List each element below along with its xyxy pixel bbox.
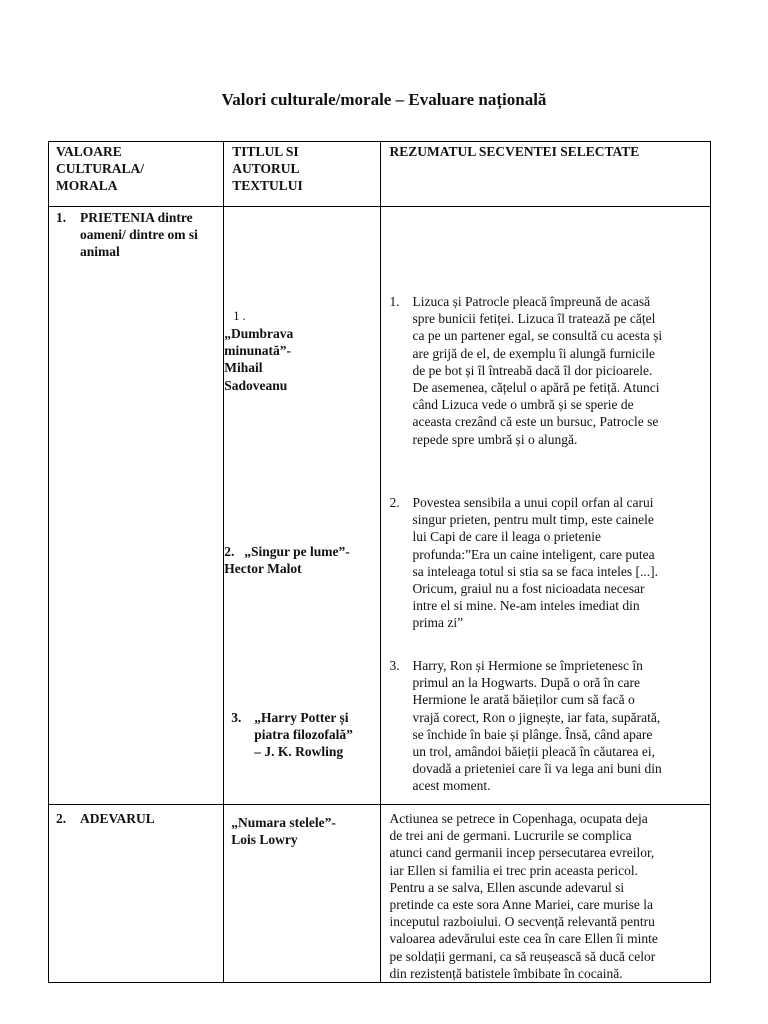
work-line: piatra filozofală”: [254, 727, 353, 743]
table-row: [49, 805, 711, 983]
summary-line: Actiunea se petrece in Copenhaga, ocupata deja: [389, 811, 648, 826]
summary-line: repede spre umbră și o alungă.: [412, 431, 578, 447]
value-number: 1.: [56, 210, 67, 225]
summary-line: lui Capi de care il leaga o prietenie: [412, 529, 602, 545]
summary-line: vrajă corect, Ron o jignește, iar fata, supărată,: [412, 709, 661, 725]
summary-line: De asemenea, cățelul o apără pe fetiță. Atunci: [412, 380, 660, 396]
summary-line: Hermione le arată băieților cum să facă o: [412, 692, 635, 708]
value-line: PRIETENIA dintre: [80, 210, 193, 225]
values-table: [48, 141, 711, 983]
summary-line: profunda:”Era un caine inteligent, care putea: [412, 546, 655, 562]
summary-line: Harry, Ron și Hermione se împrietenesc în: [412, 658, 643, 673]
value-number: 2.: [56, 811, 67, 826]
work-line: „Harry Potter și: [254, 710, 349, 725]
summary-line: acest moment.: [412, 778, 491, 794]
summary-line: pretinde ca este sora Anne Mariei, care murise la: [389, 897, 653, 913]
summary-number: 1.: [389, 294, 400, 309]
work-line: Sadoveanu: [224, 377, 288, 393]
header-cell-title: [224, 142, 381, 207]
summary-number: 2.: [389, 495, 400, 510]
value-line: ADEVARUL: [80, 811, 155, 826]
header-cell-summary: [381, 142, 711, 207]
work-line: Hector Malot: [224, 561, 302, 576]
header-cell-value: [49, 142, 224, 207]
summary-line: primul an la Hogwarts. După o oră în care: [412, 675, 641, 691]
work-line: „Numara stelele”-: [231, 815, 336, 830]
summary-line: spre bunicii fetiței. Lizuca îl tratează pe cățel: [412, 311, 656, 327]
summary-line: aceasta crezând că este un bursuc, Patrocle se: [412, 414, 659, 430]
summary-line: ca pe un partener egal, se consultă cu acesta și: [412, 328, 663, 344]
header-title-line: AUTORUL: [232, 161, 300, 177]
summary-line: un trol, amândoi băieții pleacă în căutarea ei,: [412, 744, 655, 760]
work-number: 1 .: [233, 309, 246, 323]
work-number: 2.: [224, 544, 235, 559]
summary-line: inceputul razboiului. O secvență relevantă pentru: [389, 914, 655, 930]
work-line: Lois Lowry: [231, 832, 298, 848]
summary-line: sa inteleaga totul si stia sa se faca inteles [...].: [412, 563, 659, 579]
summary-line: din rezistență batistele îmbibate în cocaină.: [389, 965, 623, 981]
works-cell: [224, 805, 381, 983]
summary-line: Povestea sensibila a unui copil orfan al carui: [412, 495, 654, 510]
summary-line: Pentru a se salva, Ellen ascunde adevarul si: [389, 879, 625, 895]
summaries-cell: [381, 207, 711, 805]
header-row: [49, 142, 711, 207]
work-line: Mihail: [224, 360, 263, 376]
summary-cell: [381, 805, 711, 983]
value-line: oameni/ dintre om si: [80, 227, 198, 243]
value-cell: [49, 207, 224, 805]
header-title-line: TITLUL SI: [232, 144, 299, 159]
work-line: minunată”-: [224, 343, 292, 359]
value-line: animal: [80, 244, 120, 260]
header-summary-label: REZUMATUL SECVENTEI SELECTATE: [389, 144, 640, 159]
work-line: „Singur pe lume”-: [244, 544, 350, 559]
summary-line: intre el si mine. Ne-am inteles imediat din: [412, 598, 640, 614]
header-value-line: CULTURALA/: [56, 161, 145, 177]
summary-line: prima zi”: [412, 615, 464, 631]
works-cell: [224, 207, 381, 805]
summary-line: se închide în baie și plânge. Însă, când apare: [412, 726, 653, 742]
work-line: – J. K. Rowling: [254, 744, 344, 760]
summary-line: dovadă a prieteniei care îi va lega ani buni din: [412, 761, 662, 777]
summary-line: atunci cand germanii incep persecutarea evreilor,: [389, 845, 655, 861]
work-number: 3.: [231, 710, 242, 725]
summary-line: când Lizuca vede o umbră și se sperie de: [412, 397, 634, 413]
summary-line: iar Ellen si familia ei trec prin aceasta pericol.: [389, 862, 638, 878]
summary-line: valoarea adevărului este cea în care Ellen îi minte: [389, 931, 658, 947]
summary-line: Lizuca și Patrocle pleacă împreună de acasă: [412, 294, 651, 309]
summary-line: singur prieten, pentru mult timp, este cainele: [412, 512, 654, 528]
value-cell: [49, 805, 224, 983]
summary-line: pe soldații germani, ca să reușească să ducă celor: [389, 948, 656, 964]
header-title-line: TEXTULUI: [232, 178, 303, 194]
summary-line: de pe bot și îl întreabă dacă îl dor picioarele.: [412, 362, 653, 378]
header-value-line: MORALA: [56, 178, 118, 194]
summary-line: Oricum, graiul nu a fost nicioadata necesar: [412, 581, 645, 597]
page-title: Valori culturale/morale – Evaluare națională: [221, 90, 547, 109]
summary-number: 3.: [389, 658, 400, 673]
summary-line: de trei ani de germani. Lucrurile se complica: [389, 828, 632, 844]
work-line: „Dumbrava: [224, 326, 294, 341]
header-value-line: VALOARE: [56, 144, 122, 159]
summary-line: are grijă de el, de exemplu îi alungă furnicile: [412, 345, 656, 361]
table-row: [49, 207, 711, 805]
